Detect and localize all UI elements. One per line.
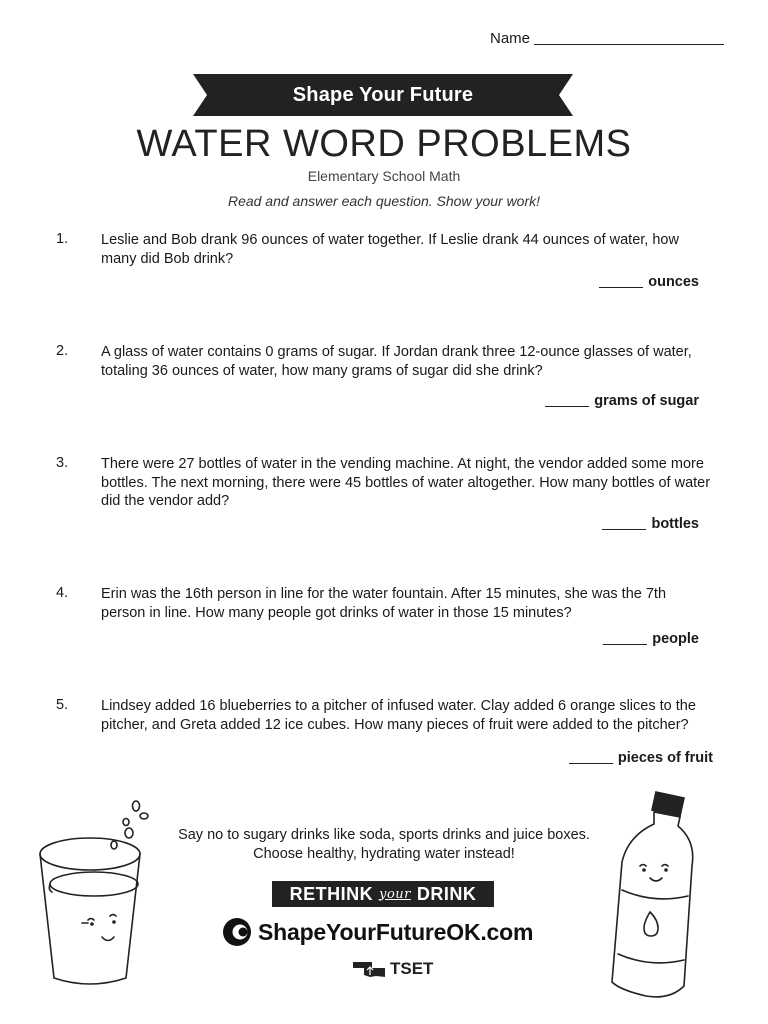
answer-unit: bottles — [651, 516, 699, 532]
answer-unit: ounces — [648, 274, 699, 290]
rethink-word: RETHINK — [289, 883, 374, 904]
oklahoma-state-icon — [352, 960, 386, 978]
rethink-your-drink-logo — [272, 881, 494, 907]
website-link[interactable] — [222, 916, 533, 948]
answer-field[interactable] — [602, 516, 699, 532]
answer-field[interactable] — [599, 274, 699, 290]
question-text: Leslie and Bob drank 96 ounces of water together. If Leslie drank 44 ounces of water, how many did Bob drink? — [101, 232, 679, 267]
drink-word: DRINK — [416, 883, 477, 904]
question-text: Erin was the 16th person in line for the water fountain. After 15 minutes, she was the 7th person in line. How many people got drinks of water in those 15 minutes? — [101, 586, 667, 621]
your-word: your — [379, 886, 411, 902]
answer-blank[interactable] — [569, 763, 613, 764]
question-number: 2. — [56, 343, 69, 359]
question-number: 3. — [56, 455, 69, 471]
name-blank[interactable] — [534, 44, 724, 45]
footer-message-line-2: Choose healthy, hydrating water instead! — [253, 846, 515, 862]
answer-blank[interactable] — [602, 529, 646, 530]
tset-logo — [352, 958, 433, 980]
website-text: ShapeYourFutureOK.com — [258, 918, 534, 945]
question-text: Lindsey added 16 blueberries to a pitcher of infused water. Clay added 6 orange slices to the pitcher, and Greta added 12 ice cubes. How many pieces of fruit were added to the pitcher? — [101, 698, 696, 733]
answer-unit: pieces of fruit — [617, 750, 713, 766]
name-label: Name — [490, 30, 531, 47]
page-title: WATER WORD PROBLEMS — [136, 123, 632, 165]
answer-unit: grams of sugar — [594, 393, 699, 409]
question-text: There were 27 bottles of water in the vending machine. At night, the vendor added some more bottles. The next morning, there were 45 bottles of water altogether. How many bottles of water did the vendor add? — [101, 456, 711, 509]
shape-your-future-logo-icon — [222, 917, 252, 947]
question-text: A glass of water contains 0 grams of sugar. If Jordan drank three 12-ounce glasses of water, totaling 36 ounces of water, how many grams of sugar did she drink? — [101, 344, 692, 379]
answer-field[interactable] — [603, 631, 699, 647]
answer-blank[interactable] — [603, 644, 647, 645]
instructions: Read and answer each question. Show your work! — [227, 193, 541, 209]
footer-message-line-1: Say no to sugary drinks like soda, sports drinks and juice boxes. — [178, 827, 590, 843]
question-number: 1. — [56, 231, 69, 247]
banner — [193, 74, 573, 116]
banner-text: Shape Your Future — [292, 83, 474, 106]
name-field[interactable] — [490, 30, 724, 47]
footer-message — [120, 826, 648, 864]
water-bottle-illustration — [600, 786, 710, 1006]
answer-field[interactable] — [569, 750, 713, 766]
page-subtitle: Elementary School Math — [307, 168, 461, 184]
question-number: 5. — [56, 697, 69, 713]
answer-unit: people — [652, 631, 699, 647]
tset-text: TSET — [390, 959, 434, 978]
answer-field[interactable] — [545, 393, 699, 409]
question-number: 4. — [56, 585, 69, 601]
answer-blank[interactable] — [545, 406, 589, 407]
answer-blank[interactable] — [599, 287, 643, 288]
